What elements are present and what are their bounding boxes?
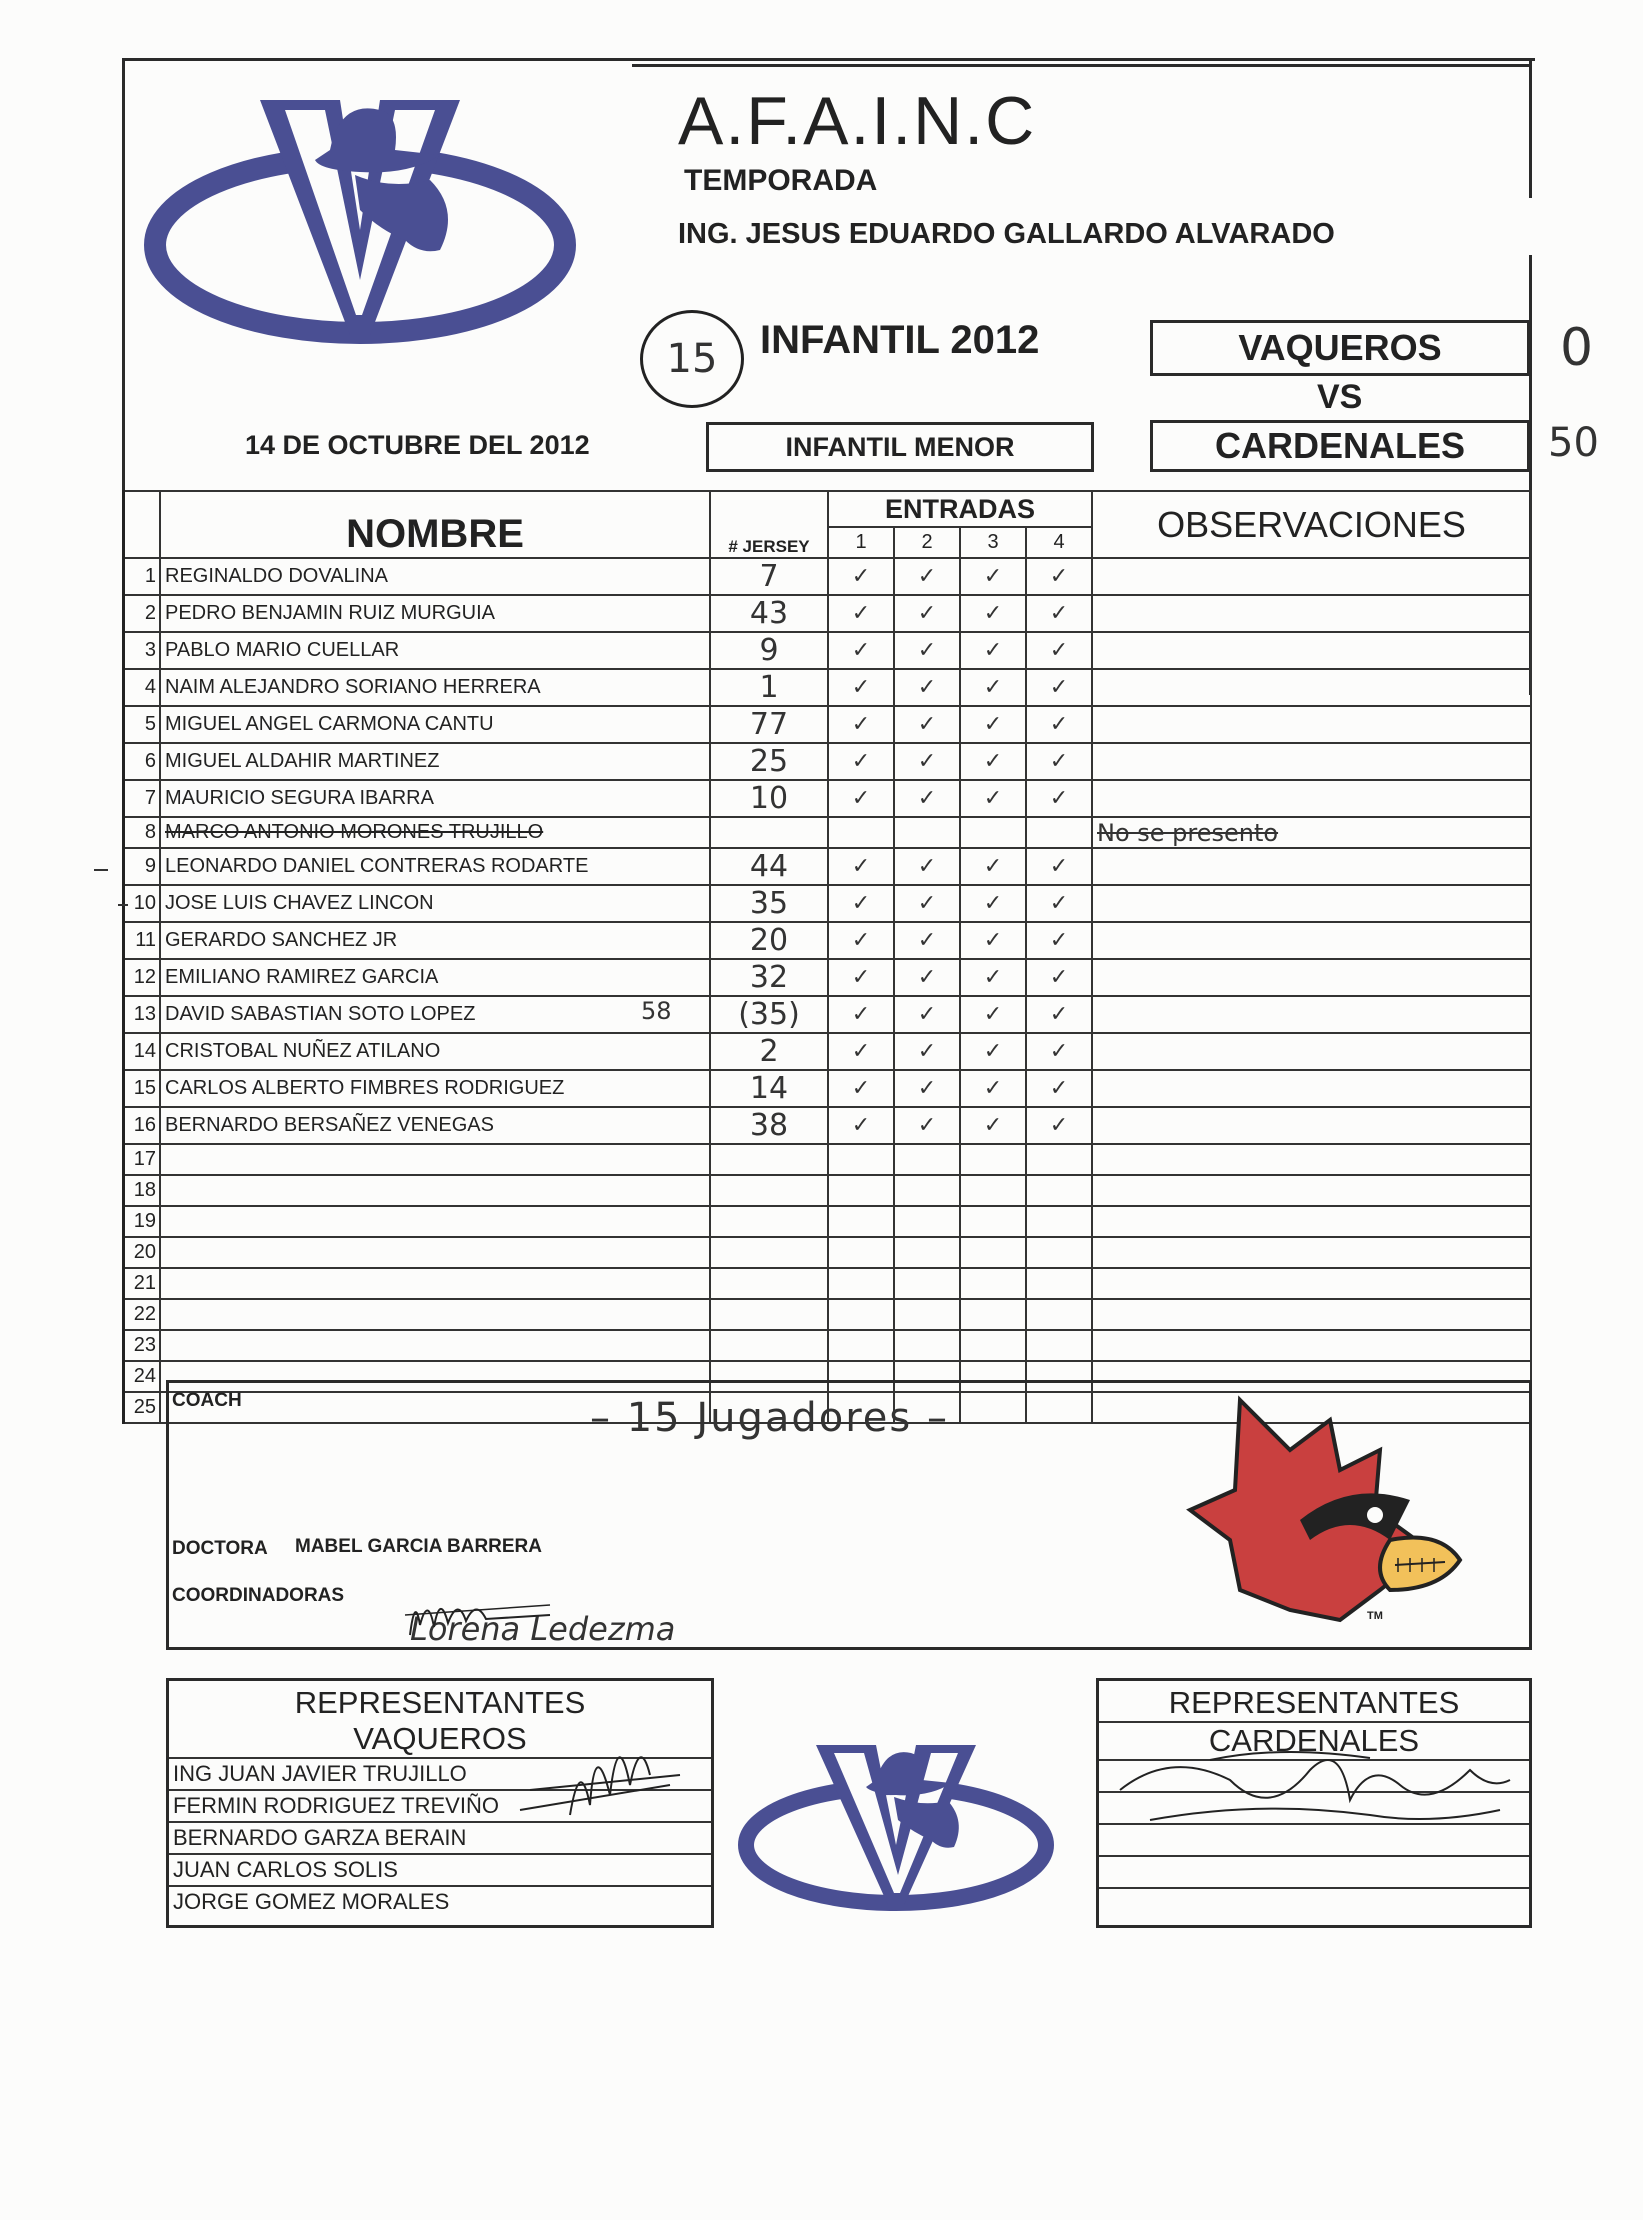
row-number: 21	[124, 1268, 161, 1299]
reps-home-name: BERNARDO GARZA BERAIN	[169, 1823, 711, 1855]
row-number: 15	[124, 1070, 161, 1107]
quarter-check: ✓	[828, 922, 894, 959]
vaqueros-logo-top	[140, 80, 580, 350]
quarter-check: ✓	[960, 959, 1026, 996]
header-num-cell	[124, 491, 161, 558]
header-right-edge	[1529, 58, 1532, 198]
table-row	[124, 1237, 1532, 1268]
observation	[1092, 780, 1531, 817]
quarter-check	[960, 1330, 1026, 1361]
player-name: PEDRO BENJAMIN RUIZ MURGUIA	[160, 595, 710, 632]
quarter-check	[828, 1144, 894, 1175]
observation: No se presento	[1092, 817, 1531, 848]
team-home: VAQUEROS	[1238, 327, 1442, 368]
observation	[1092, 959, 1531, 996]
jersey-value: 25	[749, 744, 789, 779]
table-row	[124, 922, 1532, 959]
quarter-check: ✓	[960, 885, 1026, 922]
player-name: LEONARDO DANIEL CONTRERAS RODARTE	[160, 848, 710, 885]
observation	[1092, 595, 1531, 632]
coord-signature: Lorena Ledezma	[410, 1610, 676, 1648]
observation	[1092, 1268, 1531, 1299]
quarter-check: ✓	[960, 848, 1026, 885]
jersey-value: 2	[759, 1034, 779, 1069]
vaqueros-logo-bottom	[736, 1735, 1056, 1915]
player-name: REGINALDO DOVALINA	[160, 558, 710, 595]
margin-dash-10	[94, 869, 108, 871]
jersey-value: (35)	[738, 997, 800, 1032]
row-number: 3	[124, 632, 161, 669]
table-row	[124, 558, 1532, 595]
quarter-check: ✓	[1026, 632, 1092, 669]
quarter-check: ✓	[960, 996, 1026, 1033]
row-number: 25	[124, 1392, 161, 1423]
row-number: 8	[124, 817, 161, 848]
quarter-check: ✓	[894, 780, 960, 817]
observation	[1092, 996, 1531, 1033]
quarter-check: ✓	[828, 706, 894, 743]
row-number: 10	[124, 885, 161, 922]
quarter-check: ✓	[828, 1070, 894, 1107]
observation	[1092, 1237, 1531, 1268]
quarter-check: ✓	[1026, 669, 1092, 706]
jersey-number	[710, 922, 828, 959]
table-row	[124, 1206, 1532, 1237]
quarter-check: ✓	[960, 1107, 1026, 1144]
row-number: 12	[124, 959, 161, 996]
observation	[1092, 632, 1531, 669]
quarter-check: ✓	[894, 743, 960, 780]
quarter-check	[960, 817, 1026, 848]
row-number: 5	[124, 706, 161, 743]
row-number: 23	[124, 1330, 161, 1361]
quarter-check: ✓	[828, 780, 894, 817]
quarter-check: ✓	[828, 996, 894, 1033]
jersey-value: 7	[759, 559, 779, 594]
quarter-check	[894, 1330, 960, 1361]
observation	[1092, 558, 1531, 595]
table-row	[124, 885, 1532, 922]
player-name	[160, 1237, 710, 1268]
jersey-number	[710, 817, 828, 848]
season-label: TEMPORADA	[684, 164, 878, 197]
quarter-check: ✓	[960, 922, 1026, 959]
quarter-check: ✓	[828, 1033, 894, 1070]
reps-home-name: FERMIN RODRIGUEZ TREVIÑO	[169, 1791, 711, 1823]
quarter-check: ✓	[894, 1107, 960, 1144]
quarter-check: ✓	[960, 706, 1026, 743]
row-number: 18	[124, 1175, 161, 1206]
jersey-number	[710, 1144, 828, 1175]
table-row	[124, 1033, 1532, 1070]
jersey-value: 77	[749, 707, 789, 742]
jersey-value: 14	[749, 1071, 789, 1106]
row-number: 19	[124, 1206, 161, 1237]
header-quarter-1: 1	[828, 527, 894, 558]
row-number: 20	[124, 1237, 161, 1268]
row-number: 2	[124, 595, 161, 632]
quarter-check	[960, 1206, 1026, 1237]
row-number: 1	[124, 558, 161, 595]
jersey-value: 1	[759, 670, 779, 705]
table-row	[124, 996, 1532, 1033]
player-name: PABLO MARIO CUELLAR	[160, 632, 710, 669]
row-number: 22	[124, 1299, 161, 1330]
quarter-check: ✓	[960, 743, 1026, 780]
reps-home-name: ING JUAN JAVIER TRUJILLO	[169, 1759, 711, 1791]
jersey-value: 9	[759, 633, 779, 668]
header-observaciones: OBSERVACIONES	[1092, 491, 1531, 558]
jersey-number	[710, 706, 828, 743]
quarter-check: ✓	[1026, 558, 1092, 595]
player-name: MIGUEL ANGEL CARMONA CANTU	[160, 706, 710, 743]
score-home: 0	[1560, 318, 1594, 378]
quarter-check: ✓	[894, 959, 960, 996]
table-row	[124, 1268, 1532, 1299]
doctor-name: MABEL GARCIA BARRERA	[295, 1536, 542, 1557]
header-divider-line	[632, 64, 1532, 67]
coord-signature-scribble	[400, 1585, 560, 1645]
quarter-check: ✓	[894, 558, 960, 595]
quarter-check: ✓	[894, 996, 960, 1033]
jersey-number	[710, 780, 828, 817]
reps-away-line-5	[1099, 1889, 1529, 1919]
table-row	[124, 1330, 1532, 1361]
reps-away-signature	[1110, 1730, 1520, 1850]
quarter-check: ✓	[828, 558, 894, 595]
jersey-number	[710, 848, 828, 885]
reps-home-name: JUAN CARLOS SOLIS	[169, 1855, 711, 1887]
quarter-check	[1026, 1330, 1092, 1361]
quarter-check	[828, 1206, 894, 1237]
observation	[1092, 1107, 1531, 1144]
quarter-check	[1026, 1175, 1092, 1206]
table-header-row-1	[124, 491, 1532, 527]
quarter-check: ✓	[894, 632, 960, 669]
reps-away-title1: REPRESENTANTES	[1099, 1681, 1529, 1723]
row13-note: 58	[641, 997, 672, 1025]
reps-away-line-4	[1099, 1857, 1529, 1889]
table-row	[124, 1144, 1532, 1175]
quarter-check: ✓	[1026, 1070, 1092, 1107]
table-row	[124, 817, 1532, 848]
quarter-check	[1026, 1299, 1092, 1330]
jersey-number	[710, 1330, 828, 1361]
header-quarter-3: 3	[960, 527, 1026, 558]
quarter-check	[828, 1237, 894, 1268]
row-number: 6	[124, 743, 161, 780]
player-name	[160, 1330, 710, 1361]
quarter-check: ✓	[894, 1033, 960, 1070]
reps-home-name: JORGE GOMEZ MORALES	[173, 1889, 450, 1914]
quarter-check: ✓	[960, 1070, 1026, 1107]
reps-home-signature	[500, 1715, 690, 1835]
quarter-check	[894, 1299, 960, 1330]
jersey-number	[710, 1175, 828, 1206]
row-number: 7	[124, 780, 161, 817]
quarter-check	[960, 1268, 1026, 1299]
circled-mark-text: 15	[666, 336, 718, 382]
quarter-check: ✓	[1026, 706, 1092, 743]
table-row	[124, 959, 1532, 996]
quarter-check: ✓	[960, 632, 1026, 669]
quarter-check: ✓	[960, 780, 1026, 817]
header-quarter-2: 2	[894, 527, 960, 558]
player-name: GERARDO SANCHEZ JR	[160, 922, 710, 959]
row-number: 4	[124, 669, 161, 706]
player-name: MARCO ANTONIO MORONES TRUJILLO	[160, 817, 710, 848]
table-row	[124, 1070, 1532, 1107]
quarter-check	[894, 1268, 960, 1299]
player-name: EMILIANO RAMIREZ GARCIA	[160, 959, 710, 996]
quarter-check	[894, 1237, 960, 1268]
jersey-number	[710, 558, 828, 595]
row-number: 17	[124, 1144, 161, 1175]
table-row	[124, 706, 1532, 743]
observation	[1092, 1070, 1531, 1107]
observation	[1092, 1175, 1531, 1206]
quarter-check	[960, 1237, 1026, 1268]
quarter-check	[960, 1144, 1026, 1175]
quarter-check: ✓	[960, 669, 1026, 706]
observation	[1092, 1330, 1531, 1361]
jersey-value: 20	[749, 923, 789, 958]
circled-mark	[640, 310, 744, 408]
team-home-box	[1150, 320, 1530, 376]
quarter-check	[828, 1175, 894, 1206]
trademark: TM	[1367, 1610, 1383, 1622]
player-name: CARLOS ALBERTO FIMBRES RODRIGUEZ	[160, 1070, 710, 1107]
jersey-number	[710, 669, 828, 706]
category: INFANTIL MENOR	[785, 431, 1015, 462]
player-name: BERNARDO BERSAÑEZ VENEGAS	[160, 1107, 710, 1144]
roster-body	[124, 558, 1532, 1423]
vs-label: VS	[1317, 378, 1363, 416]
quarter-check: ✓	[894, 706, 960, 743]
quarter-check	[894, 1144, 960, 1175]
quarter-check: ✓	[828, 595, 894, 632]
jersey-value: 10	[749, 781, 789, 816]
reps-away-title2: CARDENALES	[1208, 1723, 1420, 1758]
table-row	[124, 1175, 1532, 1206]
jersey-number	[710, 632, 828, 669]
quarter-check: ✓	[894, 922, 960, 959]
jersey-number	[710, 743, 828, 780]
player-name: NAIM ALEJANDRO SORIANO HERRERA	[160, 669, 710, 706]
jersey-number	[710, 959, 828, 996]
observation	[1092, 848, 1531, 885]
quarter-check: ✓	[1026, 1107, 1092, 1144]
quarter-check: ✓	[828, 848, 894, 885]
observation	[1092, 743, 1531, 780]
quarter-check	[1026, 1144, 1092, 1175]
quarter-check: ✓	[1026, 1033, 1092, 1070]
table-row	[124, 595, 1532, 632]
jersey-value: 32	[749, 960, 789, 995]
player-name: MAURICIO SEGURA IBARRA	[160, 780, 710, 817]
table-row	[124, 1299, 1532, 1330]
game-date: 14 DE OCTUBRE DEL 2012	[245, 430, 590, 460]
observation	[1092, 885, 1531, 922]
table-row	[124, 780, 1532, 817]
table-row	[124, 743, 1532, 780]
quarter-check: ✓	[894, 848, 960, 885]
jersey-number	[710, 1237, 828, 1268]
jersey-value: 43	[749, 596, 789, 631]
jersey-number	[710, 595, 828, 632]
jersey-value: 44	[749, 849, 789, 884]
table-row	[124, 669, 1532, 706]
jersey-number	[710, 885, 828, 922]
quarter-check: ✓	[1026, 885, 1092, 922]
quarter-check: ✓	[960, 1033, 1026, 1070]
margin-dash-11	[118, 904, 128, 906]
quarter-check: ✓	[828, 959, 894, 996]
quarter-check: ✓	[894, 1070, 960, 1107]
table-row	[124, 632, 1532, 669]
jersey-value: 35	[749, 886, 789, 921]
player-name	[160, 1268, 710, 1299]
row-number: 24	[124, 1361, 161, 1392]
quarter-check	[828, 1268, 894, 1299]
observation	[1092, 1033, 1531, 1070]
quarter-check	[894, 1206, 960, 1237]
player-name: CRISTOBAL NUÑEZ ATILANO	[160, 1033, 710, 1070]
jersey-number	[710, 1206, 828, 1237]
player-name	[160, 1175, 710, 1206]
cardinal-logo	[1180, 1390, 1470, 1630]
quarter-check: ✓	[828, 885, 894, 922]
quarter-check	[1026, 1268, 1092, 1299]
row-number: 9	[124, 848, 161, 885]
observation	[1092, 1144, 1531, 1175]
jersey-number	[710, 1107, 828, 1144]
quarter-check: ✓	[1026, 848, 1092, 885]
quarter-check	[1026, 1237, 1092, 1268]
jersey-number	[710, 1268, 828, 1299]
quarter-check	[1026, 1206, 1092, 1237]
row-number: 11	[124, 922, 161, 959]
jersey-number	[710, 1070, 828, 1107]
quarter-check: ✓	[828, 632, 894, 669]
quarter-check: ✓	[828, 1107, 894, 1144]
quarter-check: ✓	[1026, 959, 1092, 996]
jersey-number	[710, 1299, 828, 1330]
observation	[1092, 922, 1531, 959]
quarter-check: ✓	[1026, 743, 1092, 780]
doctor-label: DOCTORA	[172, 1538, 268, 1559]
player-name: DAVID SABASTIAN SOTO LOPEZ	[160, 996, 710, 1033]
player-name: MIGUEL ALDAHIR MARTINEZ	[160, 743, 710, 780]
quarter-check	[828, 1299, 894, 1330]
player-name	[160, 1206, 710, 1237]
observation	[1092, 669, 1531, 706]
quarter-check	[1026, 817, 1092, 848]
jersey-number	[641, 996, 828, 1033]
org-title: A.F.A.I.N.C	[678, 83, 1037, 159]
quarter-check: ✓	[960, 558, 1026, 595]
team-away: CARDENALES	[1214, 425, 1465, 466]
player-name	[160, 1144, 710, 1175]
header-name: NOMBRE	[160, 491, 710, 558]
quarter-check: ✓	[1026, 922, 1092, 959]
table-row	[124, 848, 1532, 885]
division-title: INFANTIL 2012	[760, 318, 1040, 362]
table-row	[124, 1107, 1532, 1144]
row-number: 13	[124, 996, 161, 1033]
category-box	[706, 422, 1094, 472]
quarter-check: ✓	[960, 595, 1026, 632]
score-away: 50	[1548, 420, 1599, 466]
jersey-number	[710, 1033, 828, 1070]
reps-home-title1: REPRESENTANTES	[294, 1685, 586, 1720]
quarter-check: ✓	[1026, 996, 1092, 1033]
observation	[1092, 1206, 1531, 1237]
quarter-check: ✓	[894, 885, 960, 922]
header-jersey: # JERSEY	[710, 491, 828, 558]
quarter-check: ✓	[894, 669, 960, 706]
quarter-check	[960, 1175, 1026, 1206]
jersey-value: 38	[749, 1108, 789, 1143]
observation	[1092, 1299, 1531, 1330]
quarter-check: ✓	[894, 595, 960, 632]
coach-label: COACH	[172, 1390, 242, 1411]
quarter-check	[960, 1299, 1026, 1330]
quarter-check	[828, 1330, 894, 1361]
players-note: – 15 Jugadores –	[590, 1395, 949, 1441]
team-away-box	[1150, 420, 1530, 472]
coord-label: COORDINADORAS	[172, 1585, 345, 1606]
player-name	[160, 1299, 710, 1330]
person-name: ING. JESUS EDUARDO GALLARDO ALVARADO	[678, 218, 1335, 250]
header-entradas: ENTRADAS	[828, 491, 1092, 527]
quarter-check: ✓	[1026, 780, 1092, 817]
quarter-check	[894, 817, 960, 848]
player-name: JOSE LUIS CHAVEZ LINCON	[160, 885, 710, 922]
roster-table	[122, 490, 1532, 1424]
quarter-check: ✓	[1026, 595, 1092, 632]
header-quarter-4: 4	[1026, 527, 1092, 558]
quarter-check	[828, 817, 894, 848]
reps-home-title2: VAQUEROS	[353, 1721, 527, 1756]
quarter-check	[894, 1175, 960, 1206]
quarter-check: ✓	[828, 743, 894, 780]
row-number: 14	[124, 1033, 161, 1070]
observation	[1092, 706, 1531, 743]
row-number: 16	[124, 1107, 161, 1144]
quarter-check: ✓	[828, 669, 894, 706]
